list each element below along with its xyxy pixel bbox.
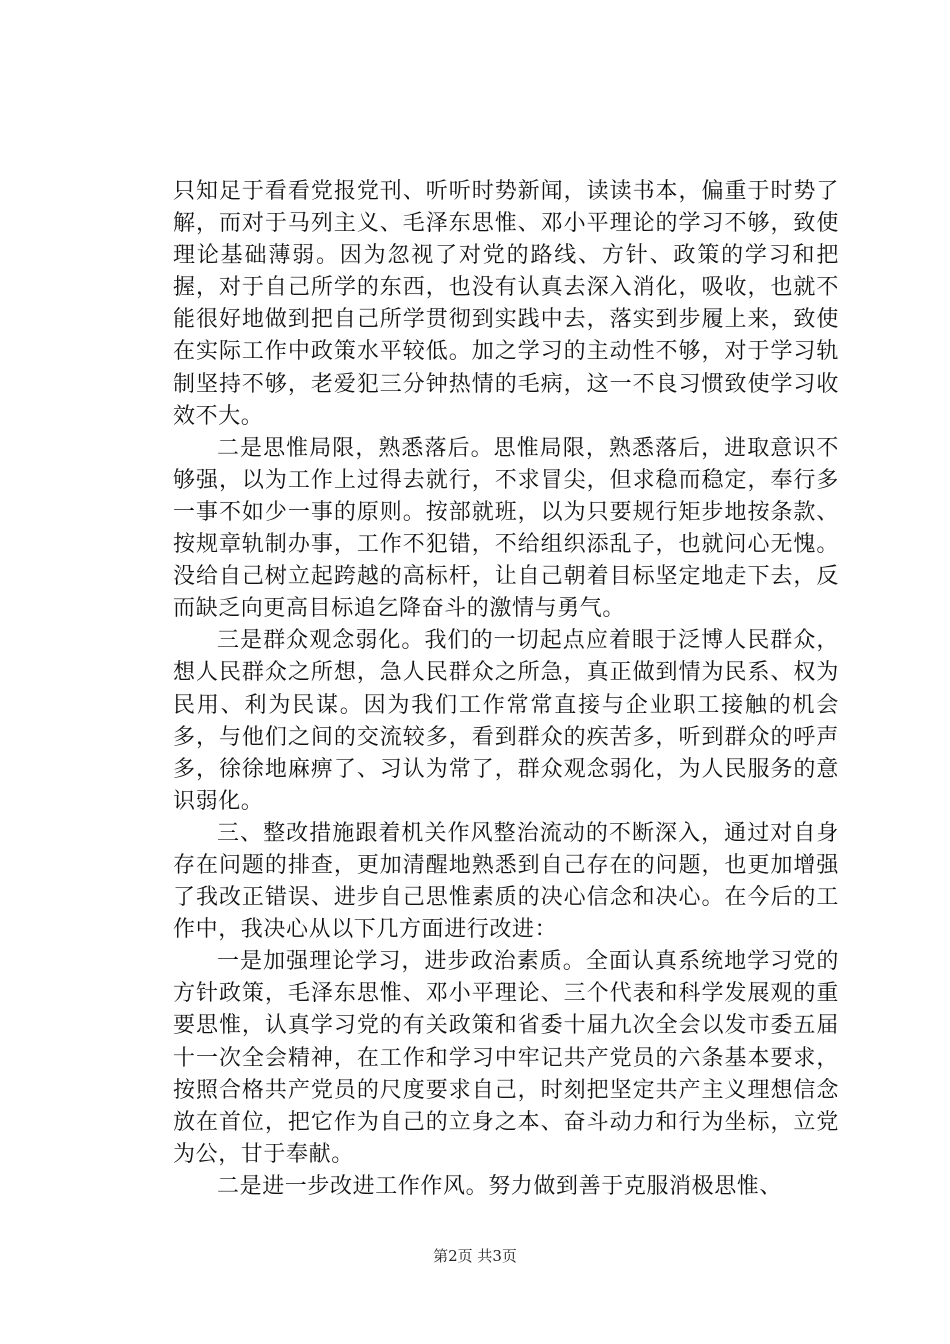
paragraph-3: 三是群众观念弱化。我们的一切起点应着眼于泛博人民群众，想人民群众之所想，急人民群众之所急，真正做到情为民系、权为民用、利为民谋。因为我们工作常常直接与企业职工接触的机会多，与他们之间的交流较多，看到群众的疾苦多，听到群众的呼声多，徐徐地麻痹了、习认为常了，群众观念弱化，为人民服务的意识弱化。 [173,628,839,814]
paragraph-4: 三、整改措施跟着机关作风整治流动的不断深入，通过对自身存在问题的排查，更加清醒地熟悉到自己存在的问题，也更加增强了我改正错误、进步自己思惟素质的决心信念和决心。在今后的工作中，我决心从以下几方面进行改进： [173,820,839,943]
page-footer: 第2页 共3页 [433,1247,517,1265]
paragraph-1: 只知足于看看党报党刊、听听时势新闻，读读书本，偏重于时势了解，而对于马列主义、毛泽东思惟、邓小平理论的学习不够，致使理论基础薄弱。因为忽视了对党的路线、方针、政策的学习和把握，对于自己所学的东西，也没有认真去深入消化，吸收，也就不能很好地做到把自己所学贯彻到实践中去，落实到步履上来，致使在实际工作中政策水平较低。加之学习的主动性不够，对于学习轨制坚持不够，老爱犯三分钟热情的毛病，这一不良习惯致使学习收效不大。 [173,179,839,429]
paragraph-6: 二是进一步改进工作作风。努力做到善于克服消极思惟、 [217,1173,783,1199]
paragraph-5: 一是加强理论学习，进步政治素质。全面认真系统地学习党的方针政策，毛泽东思惟、邓小平理论、三个代表和科学发展观的重要思惟，认真学习党的有关政策和省委十届九次全会以发市委五届十一次全会精神，在工作和学习中牢记共产党员的六条基本要求，按照合格共产党员的尺度要求自己，时刻把坚定共产主义理想信念放在首位，把它作为自己的立身之本、奋斗动力和行为坐标，立党为公，甘于奉献。 [173,949,839,1167]
paragraph-2: 二是思惟局限，熟悉落后。思惟局限，熟悉落后，进取意识不够强，以为工作上过得去就行，不求冒尖，但求稳而稳定，奉行多一事不如少一事的原则。按部就班，以为只要规行矩步地按条款、按规章轨制办事，工作不犯错，不给组织添乱子，也就问心无愧。没给自己树立起跨越的高标杆，让自己朝着目标坚定地走下去，反而缺乏向更高目标追乞降奋斗的激情与勇气。 [173,435,839,622]
document-body [173,176,839,1203]
